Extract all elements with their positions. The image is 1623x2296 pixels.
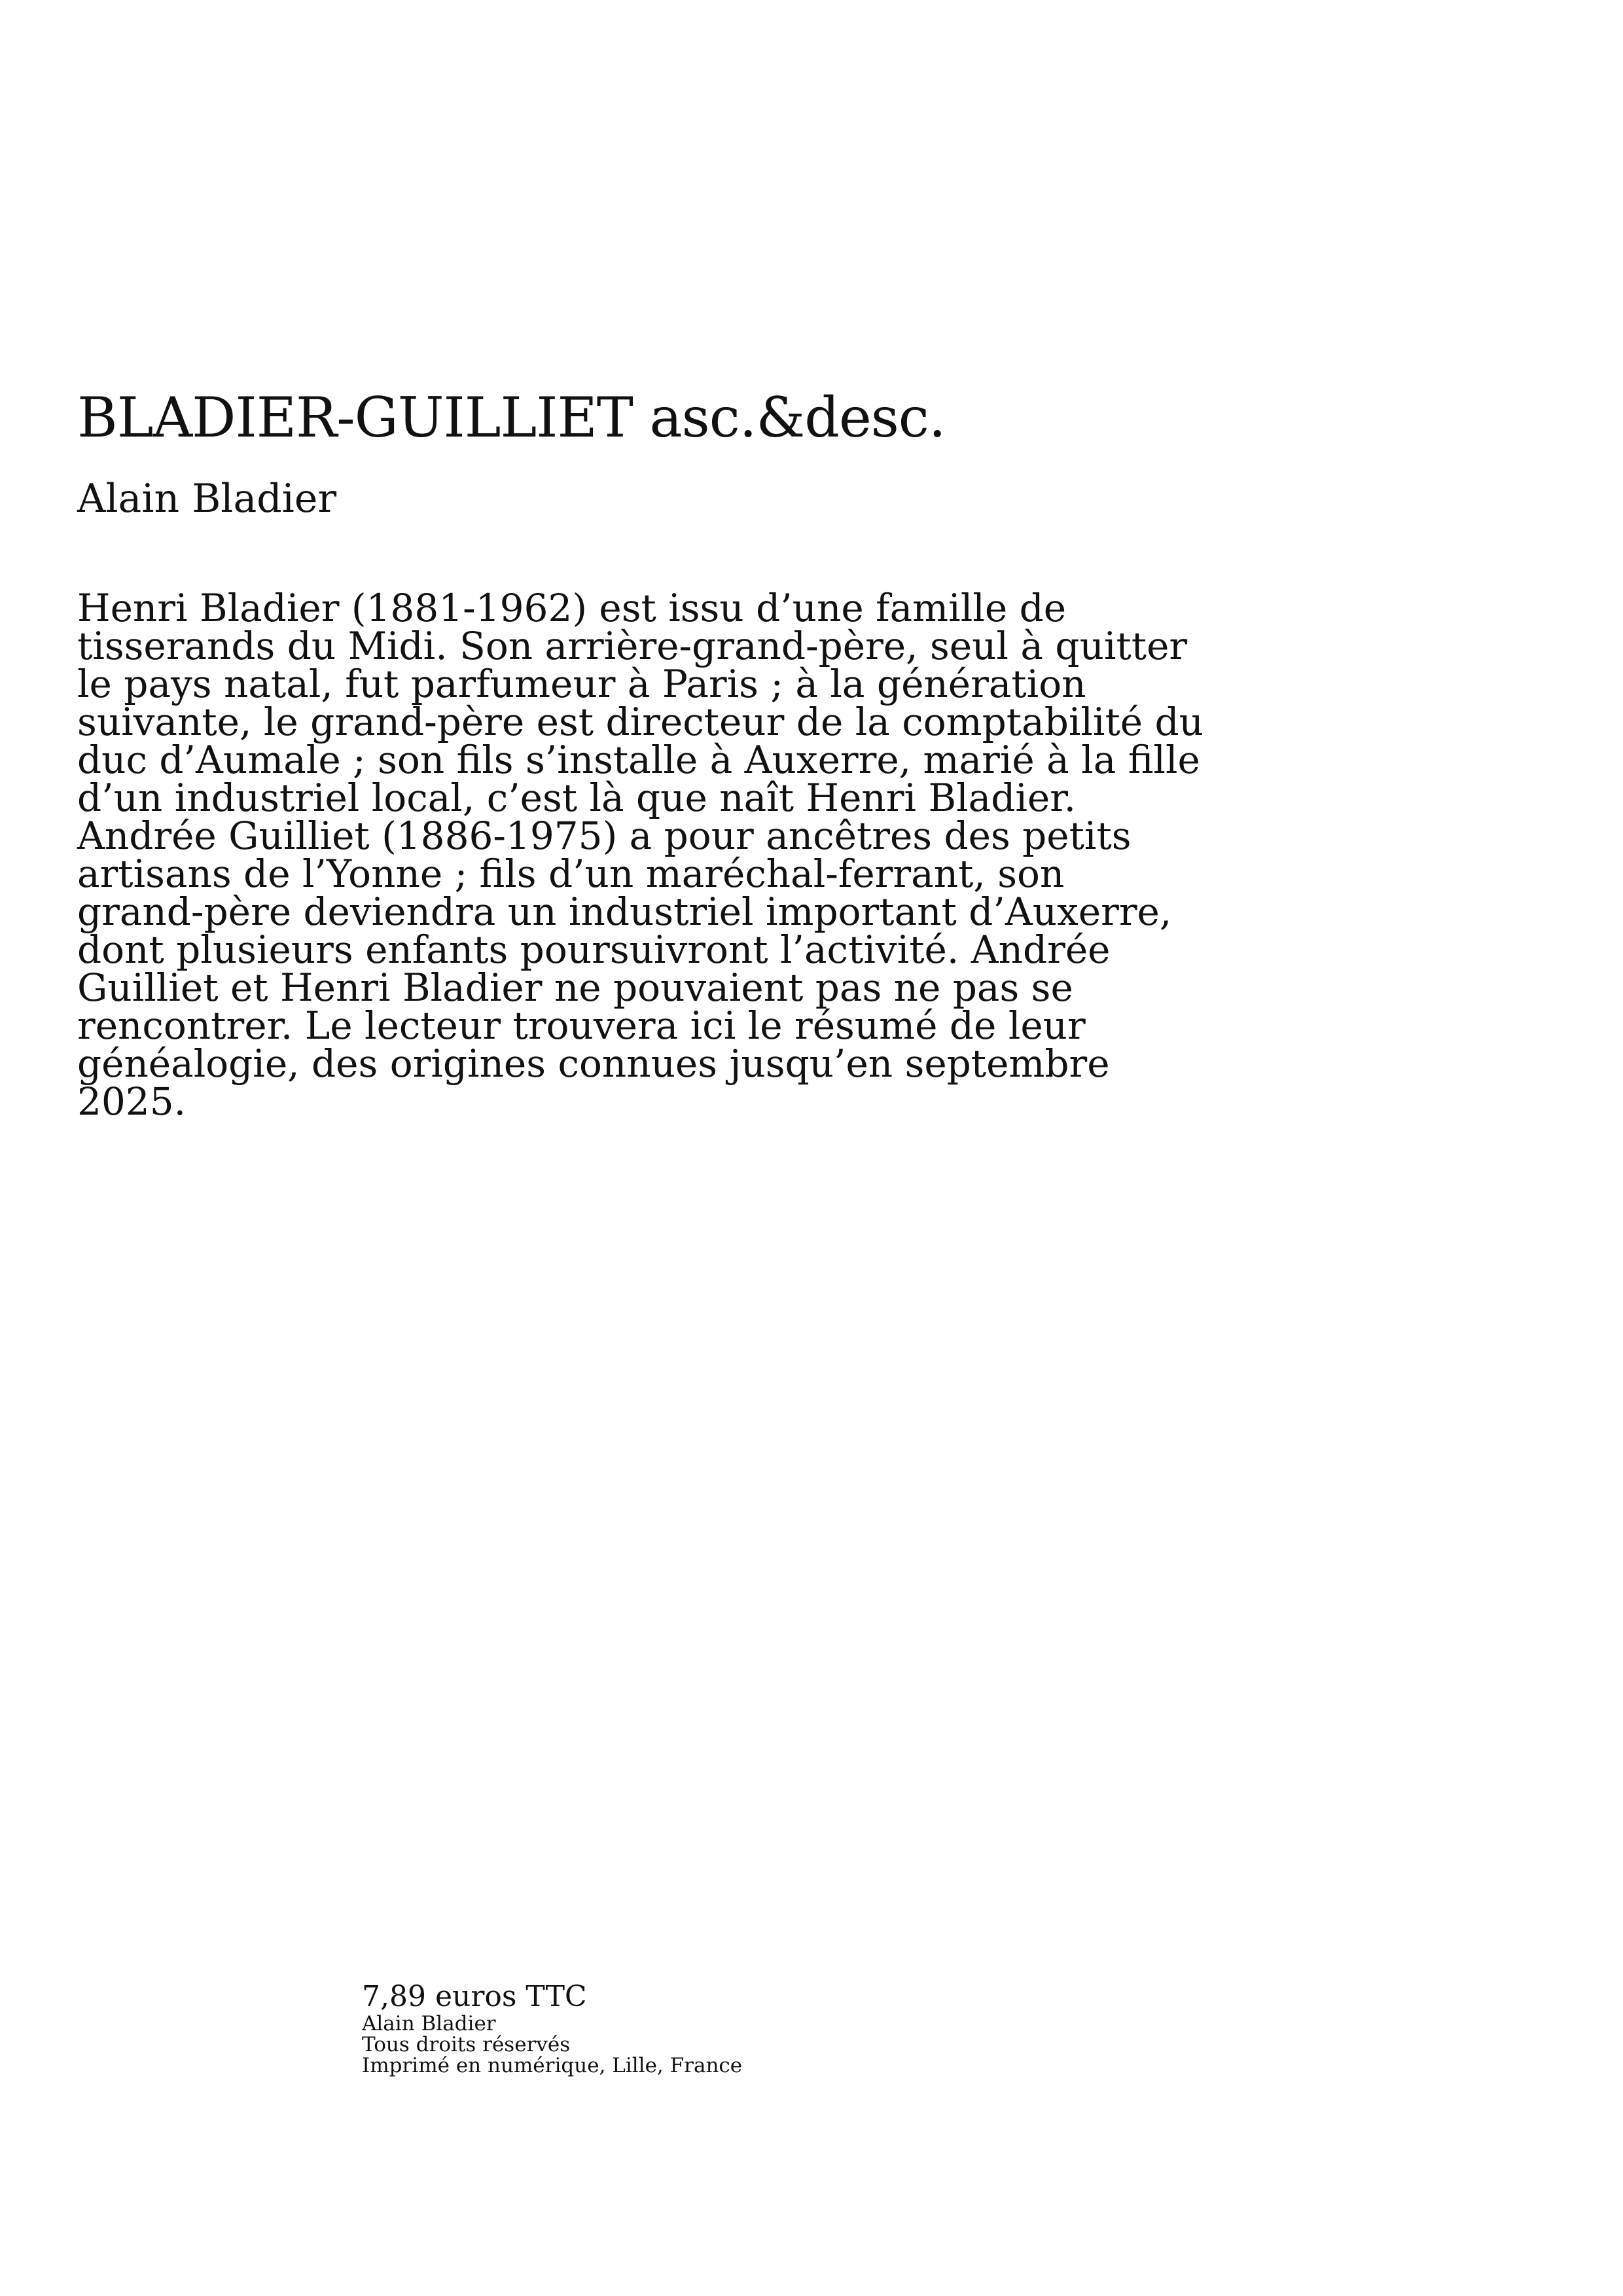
colophon-author: Alain Bladier — [362, 2012, 496, 2036]
summary-line: 2025. — [77, 1079, 187, 1124]
summary-line: rencontrer. Le lecteur trouvera ici le résumé de leur — [77, 1003, 1086, 1048]
summary-line: d’un industriel local, c’est là que naît Henri Bladier. — [77, 776, 1077, 820]
summary-line: Guilliet et Henri Bladier ne pouvaient pas ne pas se — [77, 965, 1073, 1010]
price-label: 7,89 euros TTC — [362, 1980, 587, 2013]
summary-line: généalogie, des origines connues jusqu’en septembre — [77, 1041, 1110, 1086]
summary-line: tisserands du Midi. Son arrière-grand-père, seul à quitter — [77, 624, 1188, 668]
book-author: Alain Bladier — [77, 476, 337, 522]
summary-line: artisans de l’Yonne ; fils d’un maréchal-ferrant, son — [77, 852, 1065, 896]
summary-line: grand-père deviendra un industriel important d’Auxerre, — [77, 889, 1172, 934]
summary-line: le pays natal, fut parfumeur à Paris ; à la génération — [77, 662, 1086, 706]
printing-notice: Imprimé en numérique, Lille, France — [362, 2054, 743, 2077]
summary-line: Henri Bladier (1881-1962) est issu d’une famille de — [77, 586, 1067, 630]
summary-line: duc d’Aumale ; son fils s’installe à Auxerre, marié à la fille — [77, 738, 1200, 782]
summary-line: dont plusieurs enfants poursuivront l’activité. Andrée — [77, 927, 1111, 972]
summary-line: suivante, le grand-père est directeur de la comptabilité du — [77, 700, 1204, 744]
rights-notice: Tous droits réservés — [362, 2033, 571, 2056]
summary-line: Andrée Guilliet (1886-1975) a pour ancêtres des petits — [77, 814, 1132, 858]
book-title: BLADIER-GUILLIET asc.&desc. — [77, 386, 946, 450]
colophon — [362, 1981, 742, 2076]
book-summary — [77, 586, 1242, 1124]
